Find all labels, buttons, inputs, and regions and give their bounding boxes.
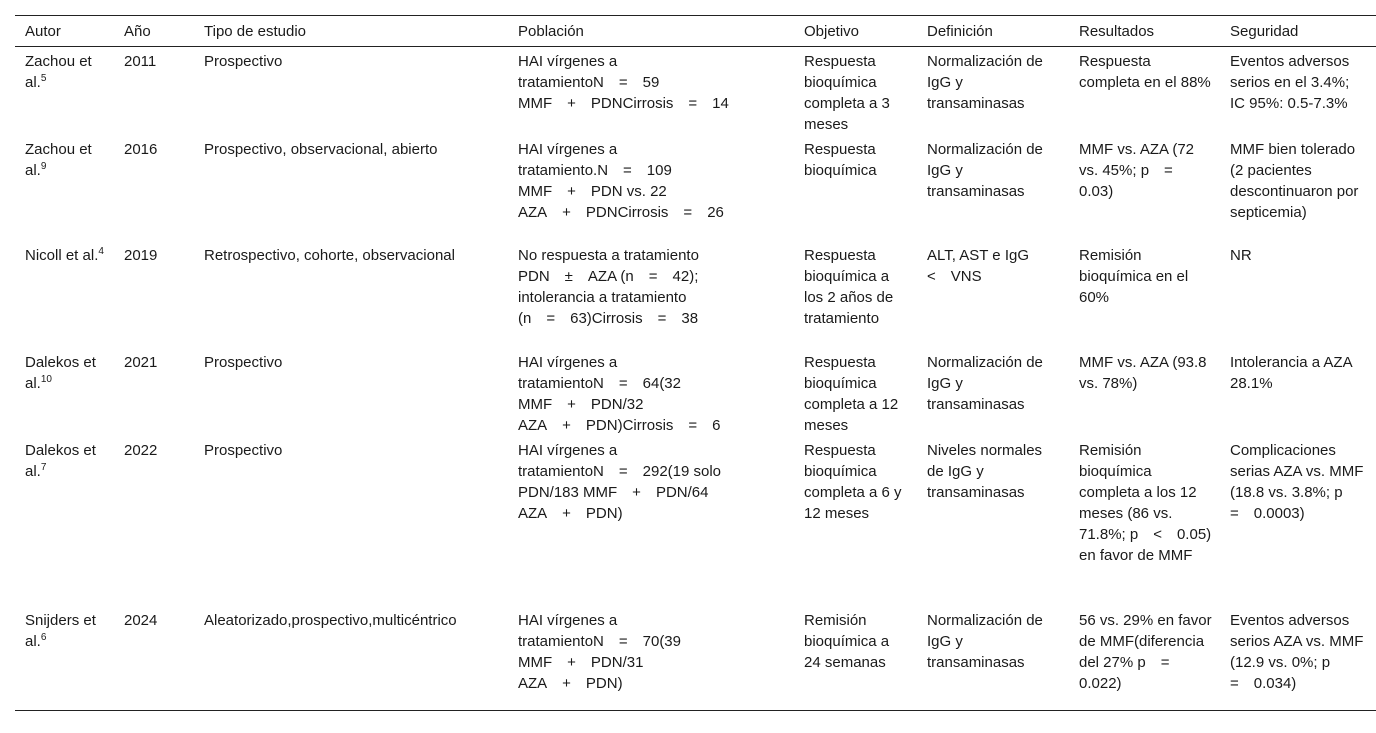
header-anio: Año <box>124 22 151 40</box>
poblacion-line: AZA + PDN) <box>518 505 623 522</box>
poblacion-line: MMF + PDN/32 <box>518 396 644 413</box>
table-row <box>15 436 1376 606</box>
cell-tipo: Aleatorizado,prospectivo,multicéntrico <box>204 612 457 629</box>
cell-anio: 2022 <box>124 442 158 459</box>
poblacion-line: intolerancia a tratamiento <box>518 289 687 306</box>
header-autor: Autor <box>25 22 61 40</box>
cell-autor <box>15 436 114 606</box>
cell-objetivo: Respuesta bioquímica <box>804 141 877 179</box>
cell-resultados: Respuesta completa en el 88% <box>1079 53 1211 91</box>
cell-poblacion <box>508 135 794 241</box>
table-row <box>15 47 1376 136</box>
cell-objetivo: Remisión bioquímica a 24 semanas <box>804 612 890 671</box>
reference-number: 5 <box>40 73 47 84</box>
autor-text: Snijders et al. <box>25 612 96 650</box>
cell-objetivo: Respuesta bioquímica completa a 12 meses <box>804 354 899 434</box>
poblacion-line: tratamientoN = 70(39 <box>518 633 681 650</box>
poblacion-line: PDN ± AZA (n = 42); <box>518 268 699 285</box>
autor-text: Zachou et al. <box>25 53 92 91</box>
header-objetivo: Objetivo <box>804 22 860 40</box>
poblacion-line: AZA + PDN)Cirrosis = 6 <box>518 417 721 434</box>
reference-number: 10 <box>40 374 52 385</box>
studies-table <box>15 15 1376 711</box>
poblacion-line: MMF + PDNCirrosis = 14 <box>518 95 729 112</box>
cell-seguridad: Eventos adversos serios en el 3.4%; IC 95%: 0.5-7.3% <box>1230 53 1350 112</box>
autor-text: Nicoll et al. <box>25 247 99 264</box>
cell-objetivo: Respuesta bioquímica completa a 3 meses <box>804 53 890 133</box>
poblacion-line: tratamiento.N = 109 <box>518 162 672 179</box>
cell-poblacion <box>508 436 794 606</box>
poblacion-line: AZA + PDN) <box>518 675 623 692</box>
cell-tipo: Prospectivo <box>204 354 283 371</box>
cell-poblacion <box>508 47 794 136</box>
cell-anio: 2011 <box>124 53 157 70</box>
table-row <box>15 241 1376 348</box>
cell-autor <box>15 606 114 711</box>
cell-resultados: MMF vs. AZA (72 vs. 45%; p = 0.03) <box>1079 141 1195 200</box>
poblacion-line: AZA + PDNCirrosis = 26 <box>518 204 724 221</box>
cell-seguridad: Eventos adversos serios AZA vs. MMF (12.9 vs. 0%; p = 0.034) <box>1230 612 1364 692</box>
cell-autor <box>15 47 114 136</box>
cell-poblacion <box>508 348 794 436</box>
cell-seguridad: Complicaciones serias AZA vs. MMF (18.8 vs. 3.8%; p = 0.0003) <box>1230 442 1364 522</box>
cell-poblacion <box>508 606 794 711</box>
cell-resultados: 56 vs. 29% en favor de MMF(diferencia del 27% p = 0.022) <box>1079 612 1212 692</box>
reference-number: 7 <box>40 462 47 473</box>
reference-number: 9 <box>40 161 47 172</box>
autor-text: Dalekos et al. <box>25 442 96 480</box>
cell-seguridad: NR <box>1230 247 1252 264</box>
cell-tipo: Prospectivo <box>204 53 283 70</box>
poblacion-line: (n = 63)Cirrosis = 38 <box>518 310 699 327</box>
cell-objetivo: Respuesta bioquímica completa a 6 y 12 meses <box>804 442 902 522</box>
cell-anio: 2016 <box>124 141 158 158</box>
poblacion-line: HAI vírgenes a <box>518 53 618 70</box>
table-row <box>15 348 1376 436</box>
header-tipo: Tipo de estudio <box>204 22 307 40</box>
cell-autor <box>15 348 114 436</box>
header-resultados: Resultados <box>1079 22 1155 40</box>
cell-objetivo: Respuesta bioquímica a los 2 años de tratamiento <box>804 247 894 327</box>
poblacion-line: tratamientoN = 64(32 <box>518 375 681 392</box>
poblacion-line: HAI vírgenes a <box>518 612 618 629</box>
cell-tipo: Retrospectivo, cohorte, observacional <box>204 247 455 264</box>
header-seguridad: Seguridad <box>1230 22 1299 40</box>
cell-definicion: Niveles normales de IgG y transaminasas <box>927 442 1043 501</box>
cell-anio: 2024 <box>124 612 158 629</box>
poblacion-line: MMF + PDN/31 <box>518 654 644 671</box>
cell-seguridad: MMF bien tolerado (2 pacientes descontinuaron por septicemia) <box>1230 141 1359 221</box>
cell-tipo: Prospectivo, observacional, abierto <box>204 141 438 158</box>
cell-definicion: Normalización de IgG y transaminasas <box>927 612 1043 671</box>
poblacion-line: tratamientoN = 59 <box>518 74 660 91</box>
autor-text: Dalekos et al. <box>25 354 96 392</box>
header-definicion: Definición <box>927 22 993 40</box>
table-row <box>15 135 1376 241</box>
cell-poblacion <box>508 241 794 348</box>
poblacion-line: No respuesta a tratamiento <box>518 247 699 264</box>
cell-definicion: ALT, AST e IgG < VNS <box>927 247 1044 285</box>
poblacion-line: HAI vírgenes a <box>518 442 618 459</box>
cell-definicion: Normalización de IgG y transaminasas <box>927 141 1043 200</box>
header-poblacion: Población <box>518 22 584 40</box>
poblacion-line: HAI vírgenes a <box>518 354 618 371</box>
cell-seguridad: Intolerancia a AZA 28.1% <box>1230 354 1352 392</box>
poblacion-line: tratamientoN = 292(19 solo <box>518 463 722 480</box>
poblacion-line: MMF + PDN vs. 22 <box>518 183 667 200</box>
cell-autor <box>15 135 114 241</box>
poblacion-line: PDN/183 MMF + PDN/64 <box>518 484 709 501</box>
cell-anio: 2021 <box>124 354 158 371</box>
cell-tipo: Prospectivo <box>204 442 283 459</box>
cell-resultados: Remisión bioquímica completa a los 12 meses (86 vs. 71.8%; p < 0.05) en favor de MMF <box>1079 442 1212 564</box>
poblacion-line: HAI vírgenes a <box>518 141 618 158</box>
cell-autor <box>15 241 114 348</box>
cell-definicion: Normalización de IgG y transaminasas <box>927 53 1043 112</box>
table-row <box>15 606 1376 711</box>
autor-text: Zachou et al. <box>25 141 92 179</box>
reference-number: 4 <box>98 246 104 257</box>
header-row <box>15 16 1376 47</box>
cell-resultados: MMF vs. AZA (93.8 vs. 78%) <box>1079 354 1207 392</box>
table-container <box>15 15 1376 711</box>
cell-resultados: Remisión bioquímica en el 60% <box>1079 247 1189 306</box>
cell-definicion: Normalización de IgG y transaminasas <box>927 354 1043 413</box>
cell-anio: 2019 <box>124 247 158 264</box>
reference-number: 6 <box>40 632 47 643</box>
